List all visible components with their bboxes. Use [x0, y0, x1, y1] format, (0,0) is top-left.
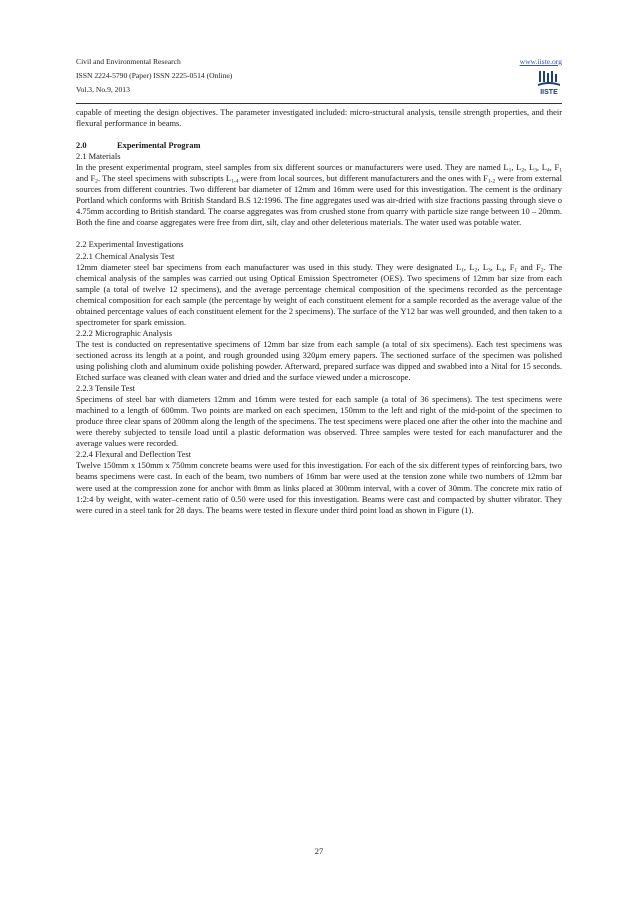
materials-paragraph: In the present experimental program, steel samples from six different sources or manufacturers were used. They are named $L_1$, $L_2$, $L_3$, $L_4$, $F_1$ and $F_2$. The steel specimens with subscripts $L_{1-4}$ were from local sources, but different manufacturers and the ones with $F_{1-2}$ were from external sources from different countries. Two different bar diameter of 12mm and 16mm were used for this investigation. The cement is the ordinary Portland which conforms with British Standard B.S 12:1996. The fine aggregates used was air-dried with size fractions passing through sieve o 4.75mm according to British standard. The coarse aggregates was from crushed stone from quarry with particle size range between 10 – 20mm. Both the fine and coarse aggregates were free from dirt, silt, clay and other deleterious materials. The water used was potable water. — [76, 162, 563, 228]
logo-text: IISTE — [540, 89, 558, 96]
article-body — [76, 107, 562, 516]
investigations-heading: 2.2 Experimental Investigations — [76, 239, 184, 250]
website-link[interactable]: www.iiste.org — [519, 57, 562, 66]
materials-heading: 2.1 Materials — [76, 151, 121, 162]
volume-line: Vol.3, No.9, 2013 — [76, 85, 130, 94]
issn-line: ISSN 2224-5790 (Paper) ISSN 2225-0514 (Online) — [76, 71, 233, 80]
journal-name: Civil and Environmental Research — [76, 57, 181, 66]
micrographic-heading: 2.2.2 Micrographic Analysis — [76, 327, 173, 338]
iiste-logo-icon — [536, 69, 562, 96]
section-title: Experimental Program — [117, 140, 201, 151]
flexural-heading: 2.2.4 Flexural and Deflection Test — [76, 449, 192, 460]
header-divider — [76, 103, 562, 104]
section-heading — [76, 140, 562, 151]
tensile-paragraph: Specimens of steel bar with diameters 12mm and 16mm were tested for each sample (a total of 36 specimens). The test specimens were machined to a length of 600mm. Two points are marked on each specimen, 150mm to the left and right of the mid-point of the specimen to produce three clear spans of 200mm along the length of the specimens. The test specimens were placed one after the other into the machine and were thereby subjected to tensile load until a plastic deformation was observed. Three samples were tested for each manufacturer and the average values were recorded. — [76, 394, 562, 449]
page-header — [76, 54, 562, 106]
chemical-heading: 2.2.1 Chemical Analysis Test — [76, 250, 175, 261]
micrographic-paragraph: The test is conducted on representative specimens of 12mm bar size from each sample (a total of six specimens). Each test specimens was sectioned across its length at a point, and rough grounded using 320μm emery papers. The sectioned surface of the specimen was polished using polishing cloth and aluminum oxide polishing powder. Afterward, prepared surface was dipped and swabbed into a Nital for 15 seconds. Etched surface was cleaned with clean water and dried and the surface viewed under a microscope. — [76, 338, 562, 383]
tensile-heading: 2.2.3 Tensile Test — [76, 383, 135, 394]
section-number: 2.0 — [76, 140, 87, 151]
chemical-paragraph: 12mm diameter steel bar specimens from each manufacturer was used in this study. They were designated $L_1$, $L_2$, $L_3$, $L_4$, $F_1$ and $F_2$. The chemical analysis of the samples was carried out using Optical Emission Spectrometer (OES). Two specimens of 12mm bar size from each sample (a total of twelve 12 specimens), and the average percentage chemical composition of the specimens recorded as the percentage chemical composition for each sample (the percentage by weight of each constituent element for a sample recorded as the average value of the obtained percentage values of each constituent element for the 2 specimens). The surface of the Y12 bar was well grounded, and then taken to a spectrometer for spark emission. — [76, 261, 563, 327]
intro-paragraph: capable of meeting the design objectives. The parameter investigated included: micro-structural analysis, tensile strength properties, and their flexural performance in beams. — [76, 107, 562, 129]
page-number: 27 — [314, 846, 324, 856]
flexural-paragraph: Twelve 150mm x 150mm x 750mm concrete beams were used for this investigation. For each of the six different types of reinforcing bars, two beams specimens were cast. In each of the beam, two numbers of 16mm bar were used at the tension zone while two numbers of 12mm bar were used at the compression zone for anchor with 8mm as links placed at 300mm interval, with a cover of 30mm. The concrete mix ratio of 1:2:4 by weight, with water–cement ratio of 0.50 were used for this investigation. Beams were cast and compacted by shutter vibrator. They were cured in a steel tank for 28 days. The beams were tested in flexure under third point load as shown in Figure (1). — [76, 460, 562, 515]
